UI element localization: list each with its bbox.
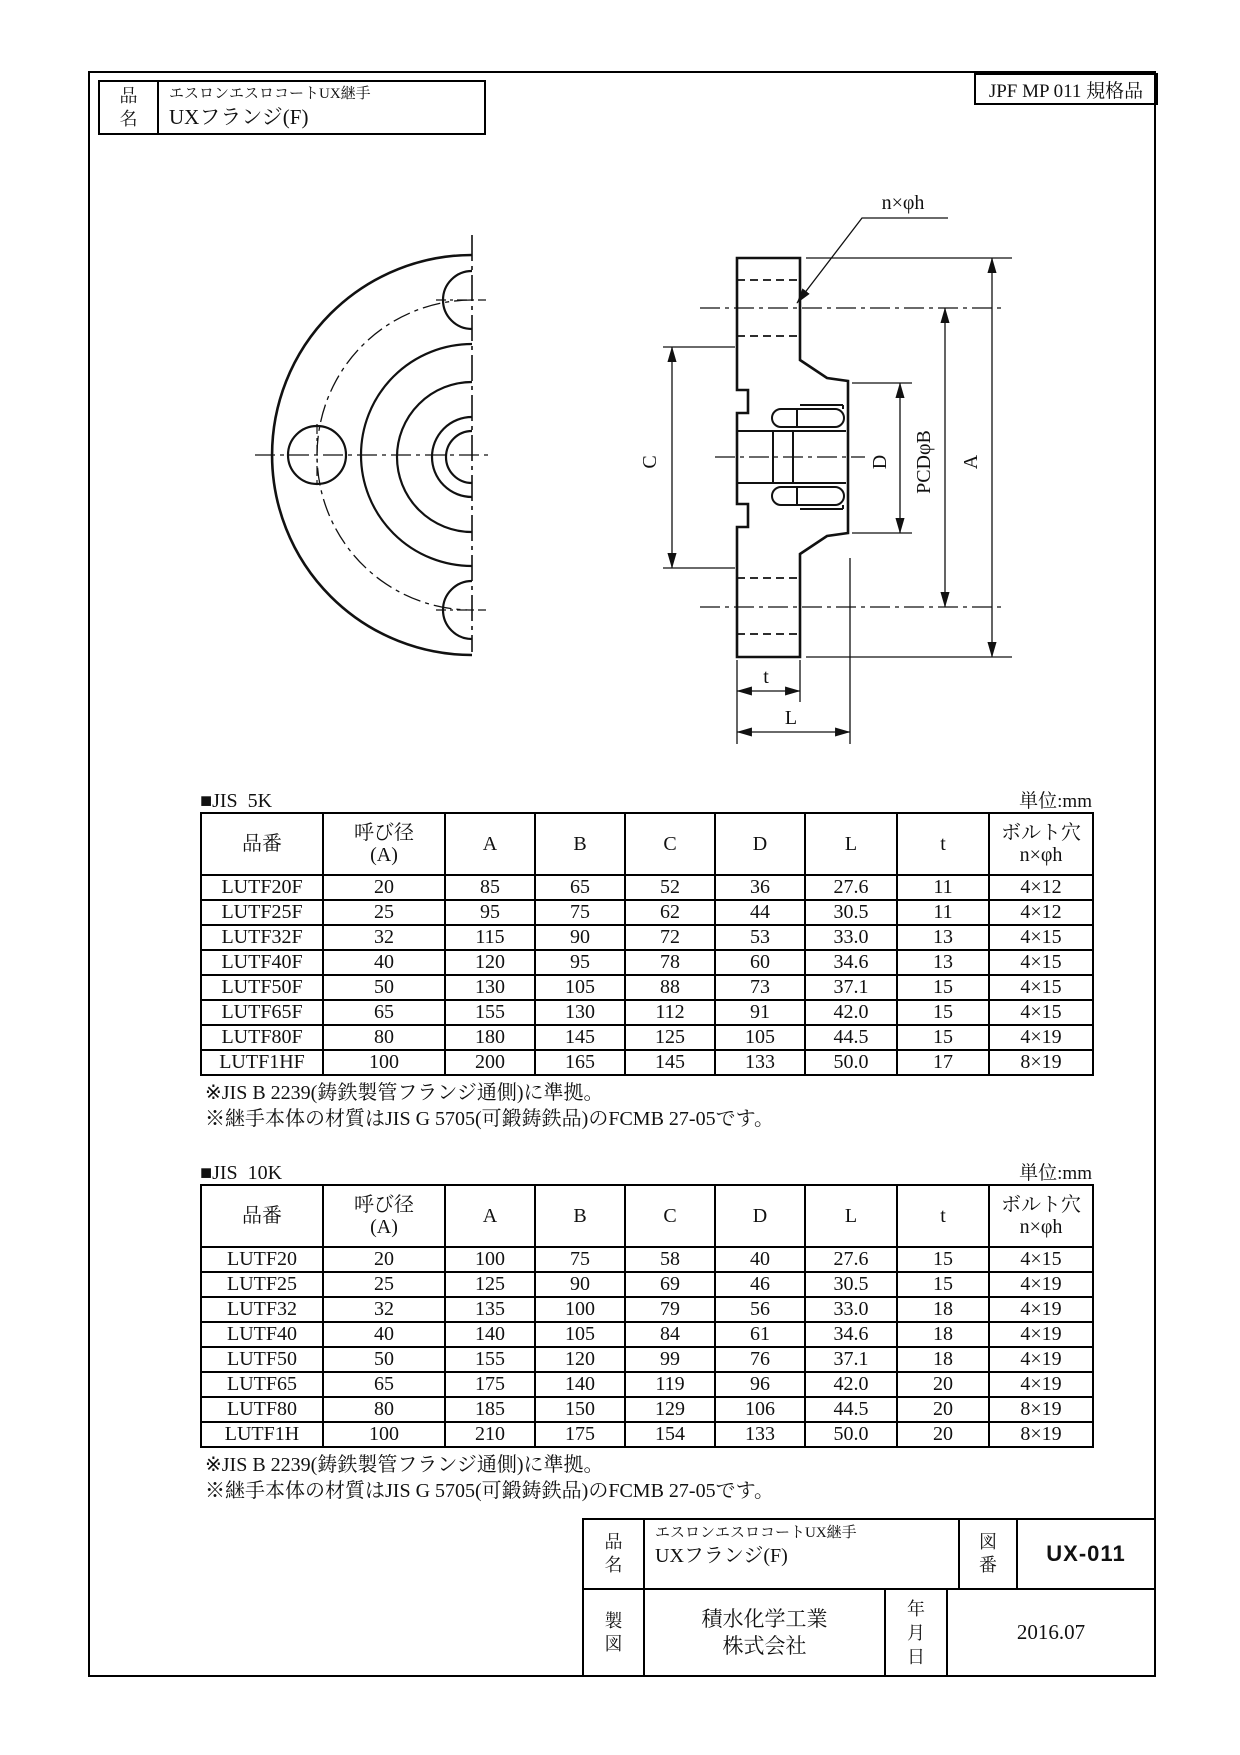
- table-row: [201, 1247, 1093, 1272]
- cell-l: 44.5: [805, 1025, 897, 1050]
- cell-d: 91: [715, 1000, 805, 1025]
- cell-l: 42.0: [805, 1000, 897, 1025]
- cell-nominal: 80: [323, 1025, 445, 1050]
- title-box-top: [98, 80, 486, 135]
- cell-nominal: 65: [323, 1000, 445, 1025]
- cell-d: 61: [715, 1322, 805, 1347]
- col-bolt: ボルト穴 n×φh: [989, 1185, 1093, 1247]
- jis10k-header-row: [201, 1185, 1093, 1247]
- cell-a: 130: [445, 975, 535, 1000]
- cell-l: 27.6: [805, 1247, 897, 1272]
- cell-bolt: 4×12: [989, 875, 1093, 900]
- cell-d: 44: [715, 900, 805, 925]
- cell-nominal: 32: [323, 925, 445, 950]
- bore-circle: [446, 431, 472, 483]
- cell-bolt: 4×12: [989, 900, 1093, 925]
- cell-c: 69: [625, 1272, 715, 1297]
- cell-a: 95: [445, 900, 535, 925]
- cell-b: 120: [535, 1347, 625, 1372]
- cell-part-number: LUTF1HF: [201, 1050, 323, 1075]
- product-series-name: エスロンエスロコートUX継手: [655, 1525, 857, 1541]
- col-d: D: [715, 813, 805, 875]
- product-model-name: UXフランジ(F): [169, 105, 309, 129]
- jis10k-caption: [200, 1158, 1092, 1185]
- flange-drawing: [140, 166, 1020, 766]
- cell-part-number: LUTF25F: [201, 900, 323, 925]
- cell-bolt: 4×19: [989, 1372, 1093, 1397]
- dim-bolt-holes: [797, 192, 948, 303]
- cell-c: 78: [625, 950, 715, 975]
- label-char: 名: [119, 108, 138, 129]
- cell-a: 180: [445, 1025, 535, 1050]
- cell-l: 50.0: [805, 1422, 897, 1447]
- cell-bolt: 8×19: [989, 1422, 1093, 1447]
- cell-bolt: 4×15: [989, 925, 1093, 950]
- table-row: [201, 1397, 1093, 1422]
- product-series-name: エスロンエスロコートUX継手: [169, 86, 371, 102]
- col-l: L: [805, 813, 897, 875]
- jis5k-unit-label: 単位:mm: [1019, 791, 1092, 812]
- col-part: 品番: [201, 1185, 323, 1247]
- product-name-content: [159, 82, 484, 133]
- note-line: ※JIS B 2239(鋳鉄製管フランジ通側)に準拠。: [205, 1454, 604, 1476]
- jis5k-section-label: ■JIS 5K: [200, 790, 273, 812]
- gasket-ring-top: [772, 409, 844, 427]
- cell-t: 15: [897, 975, 989, 1000]
- cell-bolt: 4×15: [989, 1247, 1093, 1272]
- dim-d-label: D: [869, 454, 891, 470]
- cell-d: 96: [715, 1372, 805, 1397]
- col-c: C: [625, 813, 715, 875]
- cell-l: 34.6: [805, 1322, 897, 1347]
- cell-t: 11: [897, 900, 989, 925]
- cell-t: 11: [897, 875, 989, 900]
- cell-l: 37.1: [805, 1347, 897, 1372]
- cell-b: 75: [535, 1247, 625, 1272]
- cell-nominal: 65: [323, 1372, 445, 1397]
- cell-part-number: LUTF50: [201, 1347, 323, 1372]
- jis10k-unit-label: 単位:mm: [1019, 1163, 1092, 1184]
- cell-d: 133: [715, 1422, 805, 1447]
- cell-d: 36: [715, 875, 805, 900]
- cell-nominal: 100: [323, 1050, 445, 1075]
- cell-t: 20: [897, 1372, 989, 1397]
- cell-l: 42.0: [805, 1372, 897, 1397]
- gasket-ring-bottom: [772, 487, 844, 505]
- cell-l: 27.6: [805, 875, 897, 900]
- table-row: [201, 1050, 1093, 1075]
- standard-badge-text: JPF MP 011 規格品: [988, 80, 1144, 102]
- cell-b: 140: [535, 1372, 625, 1397]
- col-nominal: 呼び径 (A): [323, 1185, 445, 1247]
- cell-c: 154: [625, 1422, 715, 1447]
- cell-a: 200: [445, 1050, 535, 1075]
- cell-d: 40: [715, 1247, 805, 1272]
- jis10k-notes: [205, 1452, 774, 1504]
- cell-bolt: 4×19: [989, 1322, 1093, 1347]
- cell-l: 33.0: [805, 925, 897, 950]
- table-row: [201, 1322, 1093, 1347]
- cell-l: 30.5: [805, 1272, 897, 1297]
- dim-bolt-holes-label: n×φh: [881, 192, 925, 214]
- cell-a: 125: [445, 1272, 535, 1297]
- drawing-date: 2016.07: [1016, 1620, 1086, 1644]
- table-row: [201, 1347, 1093, 1372]
- note-line: ※JIS B 2239(鋳鉄製管フランジ通側)に準拠。: [205, 1082, 604, 1104]
- cell-bolt: 8×19: [989, 1397, 1093, 1422]
- cell-b: 130: [535, 1000, 625, 1025]
- cell-b: 90: [535, 925, 625, 950]
- jis5k-notes: [205, 1080, 774, 1132]
- cell-part-number: LUTF20F: [201, 875, 323, 900]
- cell-d: 60: [715, 950, 805, 975]
- cell-t: 15: [897, 1000, 989, 1025]
- table-row: [201, 925, 1093, 950]
- dim-d: [852, 383, 912, 533]
- cell-nominal: 20: [323, 875, 445, 900]
- cell-t: 15: [897, 1247, 989, 1272]
- cell-nominal: 80: [323, 1397, 445, 1422]
- cell-bolt: 4×19: [989, 1347, 1093, 1372]
- col-bolt: ボルト穴 n×φh: [989, 813, 1093, 875]
- cell-bolt: 4×19: [989, 1297, 1093, 1322]
- cell-d: 76: [715, 1347, 805, 1372]
- col-c: C: [625, 1185, 715, 1247]
- cell-c: 62: [625, 900, 715, 925]
- drawing-number-label: 図 番: [960, 1520, 1018, 1588]
- cell-part-number: LUTF20: [201, 1247, 323, 1272]
- cell-t: 15: [897, 1025, 989, 1050]
- note-line: ※継手本体の材質はJIS G 5705(可鍛鋳鉄品)のFCMB 27-05です。: [205, 1108, 774, 1130]
- cell-a: 185: [445, 1397, 535, 1422]
- col-l: L: [805, 1185, 897, 1247]
- cell-d: 73: [715, 975, 805, 1000]
- cell-d: 106: [715, 1397, 805, 1422]
- col-t: t: [897, 813, 989, 875]
- cell-t: 20: [897, 1397, 989, 1422]
- col-d: D: [715, 1185, 805, 1247]
- cell-part-number: LUTF32: [201, 1297, 323, 1322]
- cell-a: 210: [445, 1422, 535, 1447]
- table-row: [201, 1025, 1093, 1050]
- cell-d: 56: [715, 1297, 805, 1322]
- dim-pcd-label: PCDφB: [913, 430, 935, 494]
- table-row: [201, 975, 1093, 1000]
- title-block-bottom: [582, 1518, 1156, 1677]
- cell-nominal: 25: [323, 900, 445, 925]
- col-part: 品番: [201, 813, 323, 875]
- cell-l: 44.5: [805, 1397, 897, 1422]
- cell-d: 53: [715, 925, 805, 950]
- title-block-row-company: [584, 1590, 1154, 1675]
- col-a: A: [445, 1185, 535, 1247]
- front-view: [255, 235, 490, 655]
- dim-t-label: t: [763, 666, 769, 688]
- cell-c: 84: [625, 1322, 715, 1347]
- cell-nominal: 20: [323, 1247, 445, 1272]
- cell-part-number: LUTF32F: [201, 925, 323, 950]
- cell-bolt: 8×19: [989, 1050, 1093, 1075]
- cell-d: 105: [715, 1025, 805, 1050]
- cell-nominal: 40: [323, 950, 445, 975]
- cell-t: 18: [897, 1322, 989, 1347]
- title-block-row-product: [584, 1520, 1154, 1590]
- cell-a: 85: [445, 875, 535, 900]
- cell-c: 72: [625, 925, 715, 950]
- dim-pcd: [913, 308, 945, 607]
- cell-bolt: 4×15: [989, 1000, 1093, 1025]
- dim-l: [737, 558, 850, 744]
- cell-a: 135: [445, 1297, 535, 1322]
- cell-part-number: LUTF40: [201, 1322, 323, 1347]
- jis5k-caption: [200, 786, 1092, 813]
- cell-a: 155: [445, 1347, 535, 1372]
- cell-t: 13: [897, 925, 989, 950]
- cell-part-number: LUTF40F: [201, 950, 323, 975]
- cell-a: 140: [445, 1322, 535, 1347]
- table-row: [201, 875, 1093, 900]
- cell-a: 155: [445, 1000, 535, 1025]
- table-row: [201, 1297, 1093, 1322]
- table-row: [201, 1422, 1093, 1447]
- dim-c-label: C: [639, 455, 661, 469]
- cell-c: 88: [625, 975, 715, 1000]
- cell-c: 119: [625, 1372, 715, 1397]
- cell-nominal: 50: [323, 1347, 445, 1372]
- cell-nominal: 100: [323, 1422, 445, 1447]
- cell-bolt: 4×15: [989, 975, 1093, 1000]
- cell-nominal: 50: [323, 975, 445, 1000]
- col-b: B: [535, 813, 625, 875]
- cell-bolt: 4×19: [989, 1272, 1093, 1297]
- drawing-number: UX-011: [1046, 1541, 1126, 1566]
- cell-c: 58: [625, 1247, 715, 1272]
- col-b: B: [535, 1185, 625, 1247]
- table-row: [201, 1372, 1093, 1397]
- cell-b: 65: [535, 875, 625, 900]
- cell-b: 100: [535, 1297, 625, 1322]
- cell-c: 52: [625, 875, 715, 900]
- cell-l: 34.6: [805, 950, 897, 975]
- cell-l: 37.1: [805, 975, 897, 1000]
- cell-a: 100: [445, 1247, 535, 1272]
- cell-c: 79: [625, 1297, 715, 1322]
- cell-t: 18: [897, 1297, 989, 1322]
- jis10k-section-label: ■JIS 10K: [200, 1162, 283, 1184]
- cell-t: 18: [897, 1347, 989, 1372]
- cell-b: 75: [535, 900, 625, 925]
- standard-badge: [974, 73, 1158, 105]
- col-a: A: [445, 813, 535, 875]
- cell-c: 145: [625, 1050, 715, 1075]
- cell-part-number: LUTF1H: [201, 1422, 323, 1447]
- cell-t: 13: [897, 950, 989, 975]
- product-model-name: UXフランジ(F): [655, 1545, 788, 1567]
- cell-l: 30.5: [805, 900, 897, 925]
- cell-nominal: 40: [323, 1322, 445, 1347]
- cell-b: 95: [535, 950, 625, 975]
- company-name: 積水化学工業 株式会社: [645, 1590, 886, 1675]
- cell-b: 90: [535, 1272, 625, 1297]
- cell-b: 105: [535, 975, 625, 1000]
- product-name-content: [645, 1520, 960, 1588]
- cell-c: 99: [625, 1347, 715, 1372]
- product-name-label: 品 名: [584, 1520, 645, 1588]
- cell-a: 120: [445, 950, 535, 975]
- table-row: [201, 900, 1093, 925]
- table-row: [201, 1000, 1093, 1025]
- cell-part-number: LUTF65F: [201, 1000, 323, 1025]
- label-char: 品: [119, 85, 138, 106]
- cell-d: 133: [715, 1050, 805, 1075]
- jis5k-table: [200, 812, 1094, 1076]
- dim-l-label: L: [784, 707, 798, 729]
- note-line: ※継手本体の材質はJIS G 5705(可鍛鋳鉄品)のFCMB 27-05です。: [205, 1480, 774, 1502]
- cell-bolt: 4×15: [989, 950, 1093, 975]
- cell-c: 129: [625, 1397, 715, 1422]
- cell-part-number: LUTF80: [201, 1397, 323, 1422]
- socket-circle: [432, 417, 472, 497]
- cell-l: 33.0: [805, 1297, 897, 1322]
- cell-b: 145: [535, 1025, 625, 1050]
- cell-part-number: LUTF65: [201, 1372, 323, 1397]
- cell-part-number: LUTF50F: [201, 975, 323, 1000]
- cell-nominal: 25: [323, 1272, 445, 1297]
- table-row: [201, 950, 1093, 975]
- cell-t: 17: [897, 1050, 989, 1075]
- dimensions: [639, 192, 1012, 744]
- cell-a: 175: [445, 1372, 535, 1397]
- cell-c: 125: [625, 1025, 715, 1050]
- col-t: t: [897, 1185, 989, 1247]
- cell-nominal: 32: [323, 1297, 445, 1322]
- drafted-by-label: 製 図: [584, 1590, 645, 1675]
- hub-circle: [397, 382, 472, 532]
- cell-b: 150: [535, 1397, 625, 1422]
- product-name-label: [100, 82, 159, 133]
- col-nominal: 呼び径 (A): [323, 813, 445, 875]
- date-label: 年 月 日: [886, 1590, 948, 1675]
- cell-l: 50.0: [805, 1050, 897, 1075]
- cell-c: 112: [625, 1000, 715, 1025]
- cell-b: 105: [535, 1322, 625, 1347]
- jis10k-table: [200, 1184, 1094, 1448]
- cell-d: 46: [715, 1272, 805, 1297]
- cell-t: 15: [897, 1272, 989, 1297]
- table-row: [201, 1272, 1093, 1297]
- cell-b: 175: [535, 1422, 625, 1447]
- dim-a-label: A: [960, 454, 982, 470]
- cell-bolt: 4×19: [989, 1025, 1093, 1050]
- cell-part-number: LUTF80F: [201, 1025, 323, 1050]
- cell-a: 115: [445, 925, 535, 950]
- cell-part-number: LUTF25: [201, 1272, 323, 1297]
- cell-t: 20: [897, 1422, 989, 1447]
- jis5k-header-row: [201, 813, 1093, 875]
- cell-b: 165: [535, 1050, 625, 1075]
